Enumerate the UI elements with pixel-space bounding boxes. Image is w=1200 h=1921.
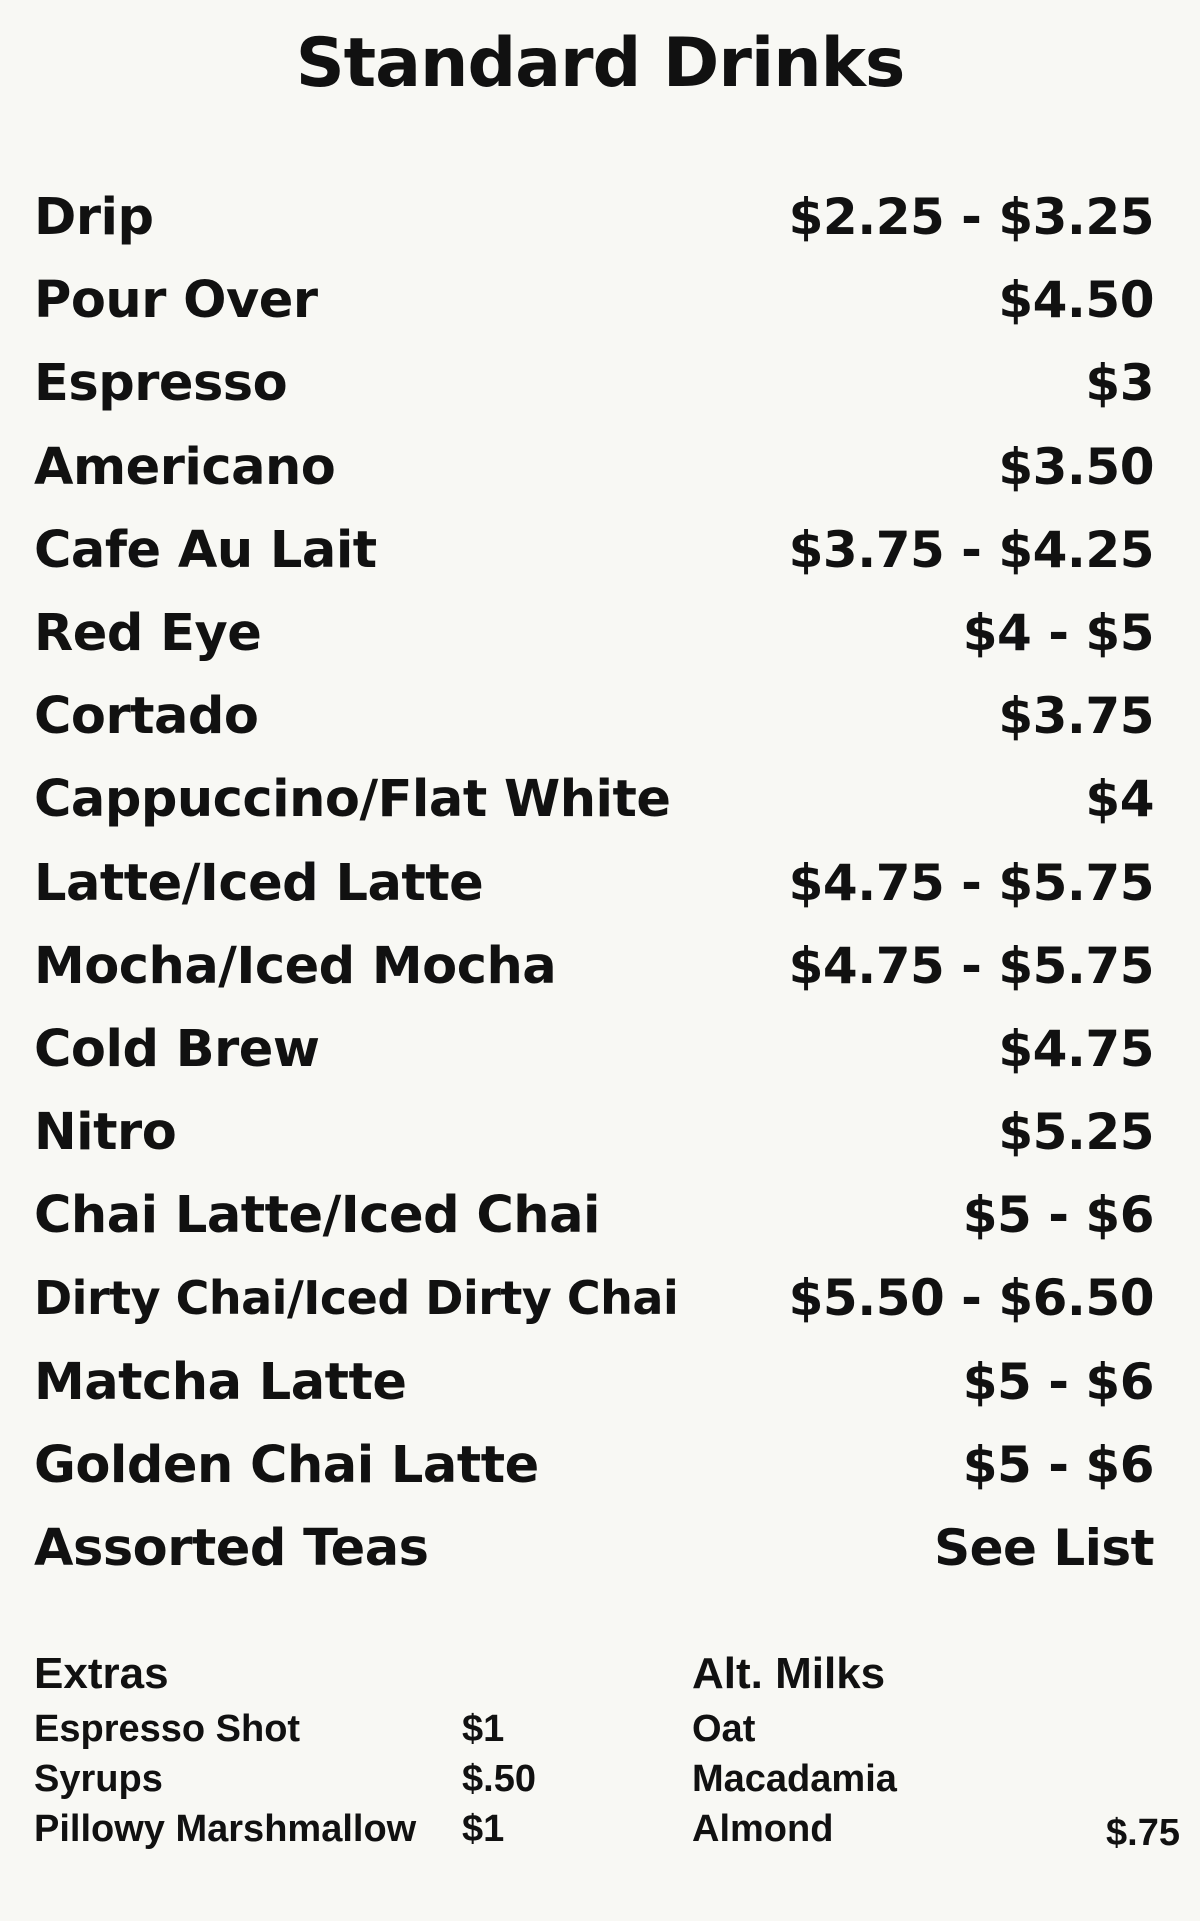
extras-item-name: Pillowy Marshmallow <box>34 1808 417 1850</box>
alt-milk-item: Macadamia <box>692 1758 897 1800</box>
menu-item <box>34 842 1154 925</box>
menu-item-price: $4.75 <box>998 1019 1154 1078</box>
menu-item-name: Cold Brew <box>34 1019 320 1079</box>
menu-item-price: $4 - $5 <box>962 603 1154 662</box>
menu-item <box>34 509 1154 592</box>
alt-milks-heading: Alt. Milks <box>692 1649 886 1698</box>
menu-item <box>34 1507 1154 1590</box>
menu-item-name: Dirty Chai/Iced Dirty Chai <box>34 1271 679 1326</box>
menu-item-price: $5.50 - $6.50 <box>788 1269 1154 1328</box>
menu-item-price: $3.75 - $4.25 <box>788 520 1154 579</box>
menu-item-name: Assorted Teas <box>34 1519 429 1578</box>
menu-item-name: Cortado <box>34 687 259 747</box>
menu-item <box>34 1008 1154 1091</box>
menu-item <box>34 1424 1154 1507</box>
menu-item-name: Mocha/Iced Mocha <box>34 936 557 996</box>
menu-item <box>34 1091 1154 1174</box>
menu-item-price: See List <box>934 1519 1154 1577</box>
menu-item-price: $5 - $6 <box>962 1435 1154 1494</box>
menu-item-price: $4.75 - $5.75 <box>788 853 1154 912</box>
menu-item <box>34 176 1154 259</box>
menu-item <box>34 675 1154 758</box>
menu-item-name: Latte/Iced Latte <box>34 853 484 913</box>
menu-item <box>34 342 1154 425</box>
alt-milk-item: Almond <box>692 1808 834 1850</box>
menu-item-price: $3 <box>1085 354 1154 413</box>
menu-item-price: $5.25 <box>998 1103 1154 1162</box>
extras-item-price: $1 <box>462 1808 505 1850</box>
extras-list <box>34 1704 554 1854</box>
menu-item <box>34 592 1154 675</box>
menu-item-name: Nitro <box>34 1103 177 1163</box>
menu-item-price: $5 - $6 <box>962 1352 1154 1411</box>
alt-milks-list <box>692 1704 1172 1854</box>
alt-milk-price: $.75 <box>1106 1812 1180 1854</box>
menu-item <box>34 426 1154 509</box>
drinks-menu-list <box>34 176 1154 1590</box>
menu-item-price: $2.25 - $3.25 <box>788 188 1154 246</box>
menu-item-name: Golden Chai Latte <box>34 1435 539 1495</box>
extras-item <box>34 1754 554 1804</box>
menu-item <box>34 925 1154 1008</box>
extras-item-price: $.50 <box>462 1758 536 1800</box>
extras-item <box>34 1704 554 1754</box>
extras-item <box>34 1804 554 1854</box>
menu-footer <box>34 1648 1154 1858</box>
menu-item <box>34 1341 1154 1424</box>
extras-item-price: $1 <box>462 1708 505 1750</box>
menu-item-name: Pour Over <box>34 271 318 331</box>
menu-item-name: Chai Latte/Iced Chai <box>34 1186 600 1246</box>
menu-item-name: Matcha Latte <box>34 1352 407 1412</box>
menu-item <box>34 758 1154 841</box>
menu-item <box>34 259 1154 342</box>
menu-item-name: Drip <box>34 188 154 247</box>
menu-item-price: $4.75 - $5.75 <box>788 936 1154 995</box>
menu-item-name: Americano <box>34 437 336 497</box>
menu-item <box>34 1174 1154 1257</box>
menu-item-name: Cappuccino/Flat White <box>34 770 671 830</box>
menu-item-price: $5 - $6 <box>962 1186 1154 1245</box>
menu-item <box>34 1257 1154 1340</box>
menu-item-name: Cafe Au Lait <box>34 520 377 580</box>
alt-milk-item: Oat <box>692 1708 756 1750</box>
menu-item-price: $4.50 <box>998 271 1154 330</box>
menu-item-price: $4 <box>1085 770 1154 829</box>
menu-item-price: $3.50 <box>998 437 1154 496</box>
extras-item-name: Syrups <box>34 1758 163 1800</box>
menu-item-price: $3.75 <box>998 687 1154 746</box>
extras-item-name: Espresso Shot <box>34 1708 301 1750</box>
page-title: Standard Drinks <box>295 24 905 103</box>
extras-heading: Extras <box>34 1649 169 1698</box>
menu-item-name: Red Eye <box>34 603 262 663</box>
menu-item-name: Espresso <box>34 354 288 414</box>
